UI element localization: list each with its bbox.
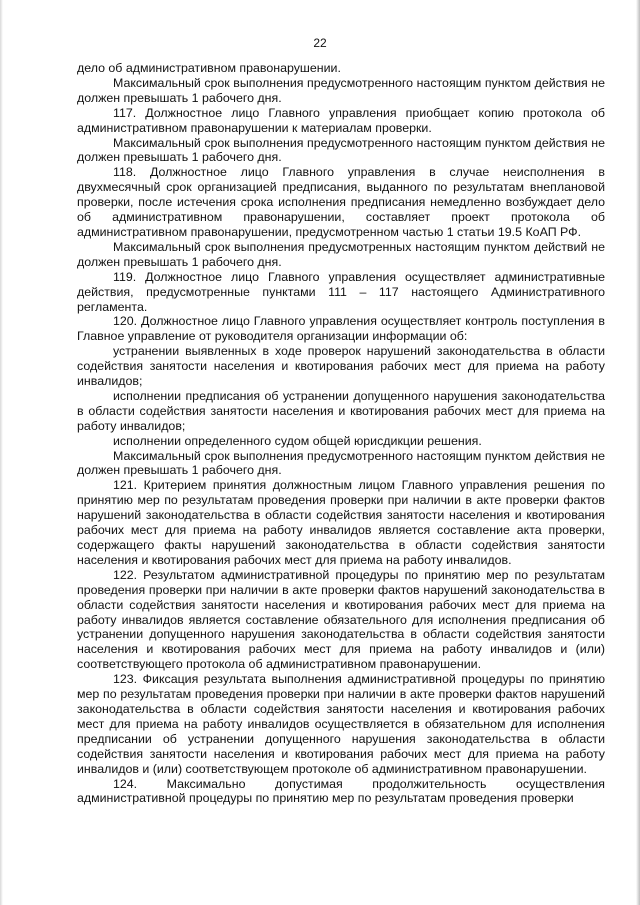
paragraph: Максимальный срок выполнения предусмотренных настоящим пунктом действий не должен превышать 1 рабочего дня. [77,239,605,269]
paragraph: Максимальный срок выполнения предусмотренного настоящим пунктом действия не должен превышать 1 рабочего дня. [77,75,605,105]
paragraph: 123. Фиксация результата выполнения административной процедуры по принятию мер по результатам проведения проверки при наличии в акте проверки фактов нарушений законодательства в области содействия занятости населения и квотирования рабочих мест для приема на работу инвалидов осуществляется в обязательном для исполнения предписании об устранении допущенного нарушения законодательства в области содействия занятости населения и квотирования рабочих мест для приема на работу инвалидов и (или) соответствующем протоколе об административном правонарушении. [77,672,605,776]
paragraph: 124. Максимально допустимая продолжительность осуществления административной процедуры по принятию мер по результатам проведения проверки [77,776,605,806]
paragraph: 117. Должностное лицо Главного управления приобщает копию протокола об административном правонарушении к материалам проверки. [77,105,605,135]
paragraph: 119. Должностное лицо Главного управления осуществляет административные действия, предусмотренные пунктами 111 – 117 настоящего Административного регламента. [77,269,605,314]
paragraph: 122. Результатом административной процедуры по принятию мер по результатам проведения проверки при наличии в акте проверки фактов нарушений законодательства в области содействия занятости населения и квотирования рабочих мест для приема на работу инвалидов является составление обязательного для исполнения предписания об устранении допущенного нарушения законодательства в области содействия занятости населения и квотирования рабочих мест для приема на работу инвалидов и (или) соответствующего протокола об административном правонарушении. [77,567,605,672]
paragraph: 121. Критерием принятия должностным лицом Главного управления решения по принятию мер по результатам проведения проверки при наличии в акте проверки фактов нарушений законодательства в области содействия занятости населения и квотирования рабочих мест для приема на работу инвалидов является составление акта проверки, содержащего факты нарушений законодательства в области содействия занятости населения и квотирования рабочих мест для приема на работу инвалидов. [77,478,605,567]
paragraph: Максимальный срок выполнения предусмотренного настоящим пунктом действия не должен превышать 1 рабочего дня. [77,448,605,478]
scan-edge-right [636,0,640,905]
paragraph: дело об административном правонарушении. [77,61,341,75]
paragraph: устранении выявленных в ходе проверок нарушений законодательства в области содействия занятости населения и квотирования рабочих мест для приема на работу инвалидов; [77,344,605,389]
scan-edge-left [0,0,3,905]
paragraph: 120. Должностное лицо Главного управления осуществляет контроль поступления в Главное управление от руководителя организации информации об: [77,314,605,344]
paragraph: 118. Должностное лицо Главного управления в случае неисполнения в двухмесячный срок организацией предписания, выданного по результатам внеплановой проверки, после истечения срока исполнения предписания немедленно возбуждает дело об административном правонарушении, составляет проект протокола об административном правонарушении, предусмотренном частью 1 статьи 19.5 КоАП РФ. [77,165,605,239]
paragraph: исполнении предписания об устранении допущенного нарушения законодательства в области содействия занятости населения и квотирования рабочих мест для приема на работу инвалидов; [77,388,605,433]
document-body [77,61,605,806]
paragraph: исполнении определенного судом общей юрисдикции решения. [113,433,482,448]
page-number: 22 [313,36,327,50]
paragraph: Максимальный срок выполнения предусмотренного настоящим пунктом действия не должен превышать 1 рабочего дня. [77,135,605,165]
